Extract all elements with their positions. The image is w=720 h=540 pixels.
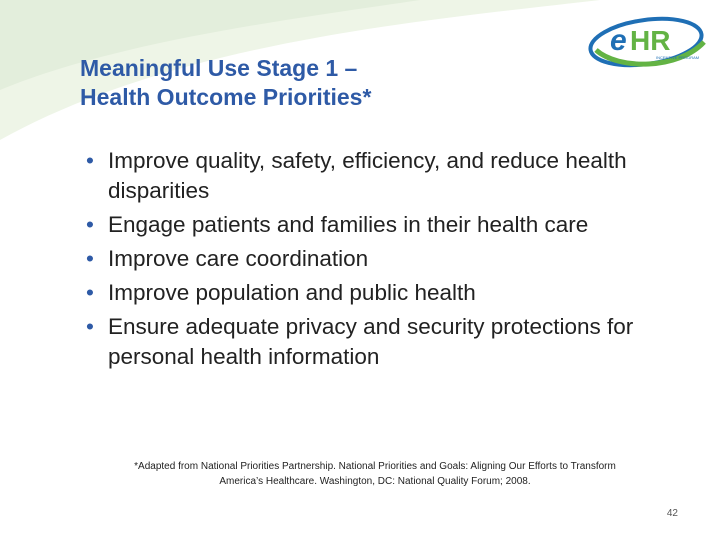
bullet-dot-icon: • <box>86 314 94 339</box>
page-number: 42 <box>666 508 678 519</box>
ehr-logo <box>588 12 710 70</box>
footnote-line-2: America’s Healthcare. Washington, DC: National Quality Forum; 2008. <box>219 476 531 487</box>
title-line-1: Meaningful Use Stage 1 – <box>80 55 358 81</box>
bullet-item: • Improve quality, safety, efficiency, and reduce health disparities <box>86 148 627 203</box>
bullet-dot-icon: • <box>86 246 94 271</box>
bullet-dot-icon: • <box>86 148 94 173</box>
footnote <box>60 459 690 489</box>
bullet-item: • Engage patients and families in their health care <box>86 210 696 240</box>
bullet-item: • Ensure adequate privacy and security protections for personal health information <box>86 314 634 369</box>
svg-text:HR: HR <box>630 25 671 56</box>
slide-title <box>80 54 560 112</box>
bullet-dot-icon: • <box>86 212 94 237</box>
svg-text:INCENTIVE PROGRAM: INCENTIVE PROGRAM <box>656 55 700 60</box>
bullet-list <box>86 146 696 376</box>
title-line-2: Health Outcome Priorities* <box>80 84 372 110</box>
footnote-line-1: *Adapted from National Priorities Partnership. National Priorities and Goals: Aligning Our Efforts to Transform <box>134 461 616 472</box>
svg-text:e: e <box>610 24 627 57</box>
bullet-dot-icon: • <box>86 280 94 305</box>
bullet-item: • Improve population and public health <box>86 278 696 308</box>
bullet-item: • Improve care coordination <box>86 244 696 274</box>
